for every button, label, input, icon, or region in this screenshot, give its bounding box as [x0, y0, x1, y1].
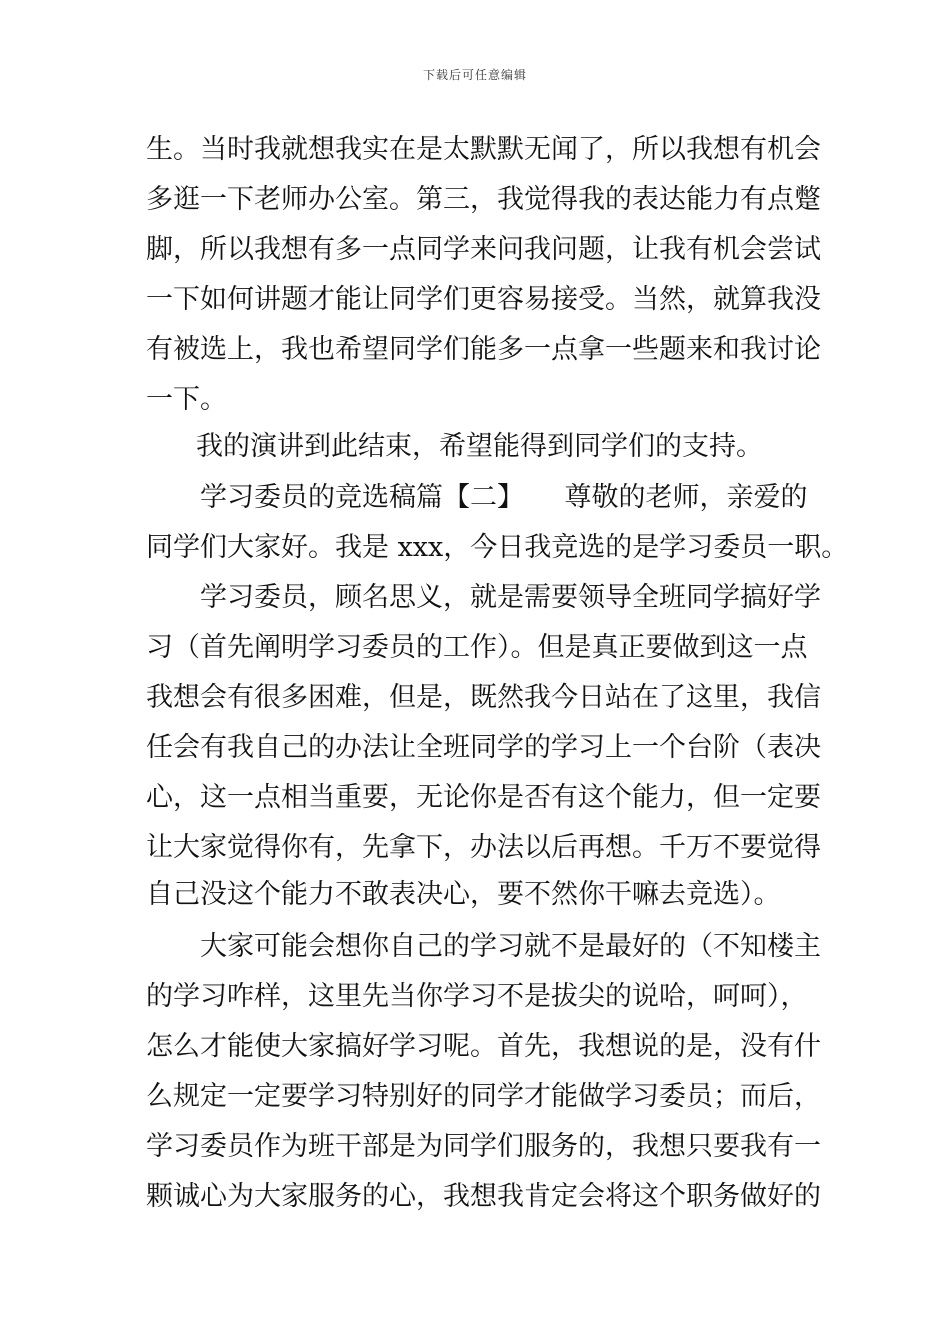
text-line: 一下如何讲题才能让同学们更容易接受。当然，就算我没 — [146, 284, 821, 315]
text-line: 我的演讲到此结束，希望能得到同学们的支持。 — [196, 431, 763, 462]
page-header: 下载后可任意编辑 — [422, 68, 527, 82]
text-line: 生。当时我就想我实在是太默默无闻了，所以我想有机会 — [146, 134, 821, 165]
text-line: 有被选上，我也希望同学们能多一点拿一些题来和我讨论 — [146, 334, 821, 365]
text-line: 大家可能会想你自己的学习就不是最好的（不知楼主 — [200, 931, 821, 962]
text-line: 多逛一下老师办公室。第三，我觉得我的表达能力有点蹩 — [146, 184, 821, 215]
text-line: 任会有我自己的办法让全班同学的学习上一个台阶（表决 — [146, 732, 821, 763]
text-line: 的学习咋样，这里先当你学习不是拔尖的说哈，呵呵）， — [146, 981, 808, 1012]
text-line: 让大家觉得你有，先拿下，办法以后再想。千万不要觉得 — [146, 832, 821, 863]
text-line: 么规定一定要学习特别好的同学才能做学习委员；而后， — [146, 1081, 821, 1112]
text-line: 习（首先阐明学习委员的工作）。但是真正要做到这一点 — [146, 632, 808, 663]
text-line: 学习委员，顾名思义，就是需要领导全班同学搞好学 — [200, 582, 821, 613]
text-line: 自己没这个能力不敢表决心，要不然你干嘛去竞选）。 — [146, 879, 781, 910]
text-line: 心，这一点相当重要，无论你是否有这个能力，但一定要 — [146, 782, 821, 813]
text-line: 颗诚心为大家服务的心，我想我肯定会将这个职务做好的 — [146, 1181, 821, 1212]
text-line: 学习委员作为班干部是为同学们服务的，我想只要我有一 — [146, 1131, 821, 1162]
text-line: 一下。 — [146, 384, 227, 415]
text-line: 怎么才能使大家搞好学习呢。首先，我想说的是，没有什 — [146, 1031, 821, 1062]
section-title-line: 学习委员的竞选稿篇【二】 尊敬的老师，亲爱的 — [200, 482, 808, 513]
text-line: 同学们大家好。我是 xxx，今日我竞选的是学习委员一职。 — [146, 532, 849, 563]
text-line: 我想会有很多困难，但是，既然我今日站在了这里，我信 — [146, 682, 821, 713]
text-line: 脚，所以我想有多一点同学来问我问题，让我有机会尝试 — [146, 234, 821, 265]
